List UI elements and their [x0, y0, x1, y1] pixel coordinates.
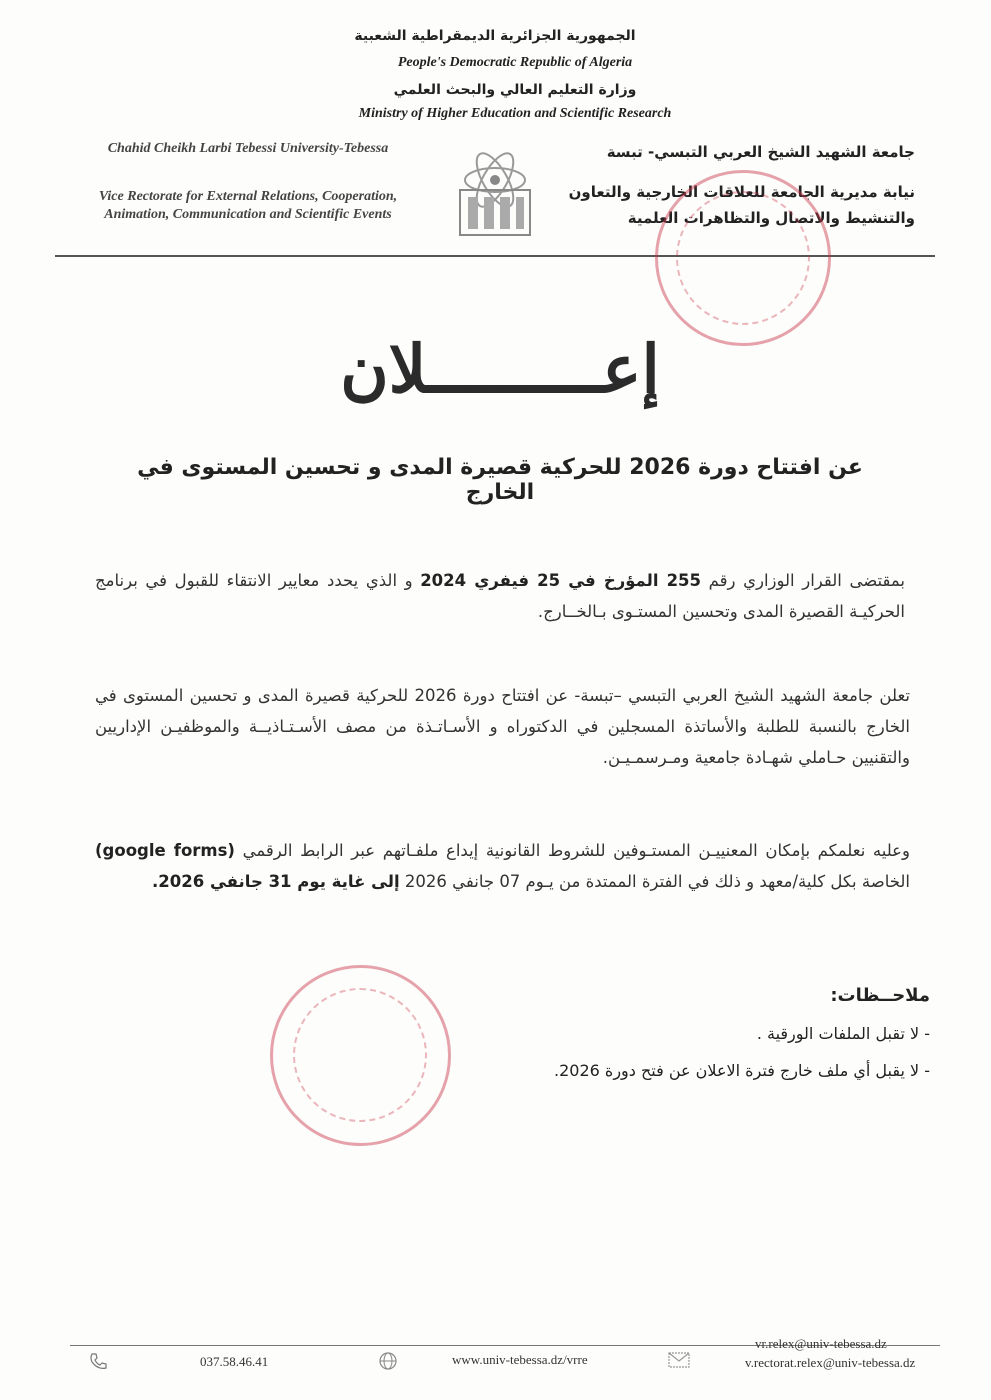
footer-email-1[interactable]: vr.relex@univ-tebessa.dz: [755, 1336, 887, 1351]
vice-rectorate-en: Vice Rectorate for External Relations, Cooperation, Animation, Communication and Scientific Events: [98, 189, 398, 222]
university-name-ar: جامعة الشهيد الشيخ العربي التبسي- تبسة: [606, 143, 915, 161]
ministry-en: Ministry of Higher Education and Scientific Research: [358, 106, 672, 121]
notes-title: ملاحــظات:: [830, 985, 930, 1006]
footer-email-2[interactable]: v.rectorat.relex@univ-tebessa.dz: [745, 1355, 916, 1370]
footer-phone: 037.58.46.41: [200, 1354, 269, 1369]
ministry-ar: وزارة التعليم العالي والبحث العلمي: [393, 82, 637, 98]
footer-website[interactable]: www.univ-tebessa.dz/vrre: [452, 1352, 588, 1367]
stamp-top: [655, 170, 831, 346]
note-item: - لا تقبل الملفات الورقية .: [756, 1024, 930, 1043]
google-forms-label: (google forms): [95, 841, 235, 860]
email-icon: [667, 1350, 691, 1370]
paragraph-announcement: تعلن جامعة الشهيد الشيخ العربي التبسي –تبسة- عن افتتاح دورة 2026 للحركية قصيرة المدى و تحسين المستوى في الخارج بالنسبة للطلبة والأساتذة المسجلين في الدكتوراه و الأسـاتـذة من مصف الأسـتـاذيــة والموظفيـن الإداريين والتقنيين حـاملي شهـادة جامعية ومـرسمـيـن.: [95, 686, 911, 767]
vice-rectorate-ar-1: نيابة مديرية الجامعة للعلاقات الخارجية والتعاون: [568, 183, 915, 201]
paragraph-decree: بمقتضى القرار الوزاري رقم 255 المؤرخ في 25 فيفري 2024 و الذي يحدد معايير الانتقاء للقبول في برنامج الحركيـة القصيرة المدى وتحسين المستـوى بـالخــارج.: [95, 571, 905, 621]
university-logo-icon: [440, 135, 550, 245]
republic-ar: الجمهورية الجزائرية الديمقراطية الشعبية: [354, 28, 636, 44]
announcement-subtitle: عن افتتاح دورة 2026 للحركية قصيرة المدى و تحسين المستوى في الخارج: [137, 455, 863, 505]
stamp-bottom: [270, 965, 451, 1146]
university-name-en: Chahid Cheikh Larbi Tebessi University-Tebessa: [107, 141, 389, 156]
republic-en: People's Democratic Republic of Algeria: [397, 55, 633, 70]
web-icon: [378, 1351, 398, 1371]
phone-icon: [88, 1352, 108, 1372]
announcement-title: إعـــــــــلان: [340, 330, 660, 408]
paragraph-submission: وعليه نعلمكم بإمكان المعنييـن المستـوفين للشروط القانونية إيداع ملفـاتهم عبر الرابط الرقمي (google forms) الخاصة بكل كلية/معهد و ذلك في الفترة الممتدة من يـوم 07 جانفي 2026 إلى غاية يوم 31 جانفي 2026.: [95, 841, 910, 891]
note-item: - لا يقبل أي ملف خارج فترة الاعلان عن فتح دورة 2026.: [554, 1061, 930, 1080]
vice-rectorate-ar-2: والتنشيط والاتصال والتظاهرات العلمية: [627, 209, 915, 227]
